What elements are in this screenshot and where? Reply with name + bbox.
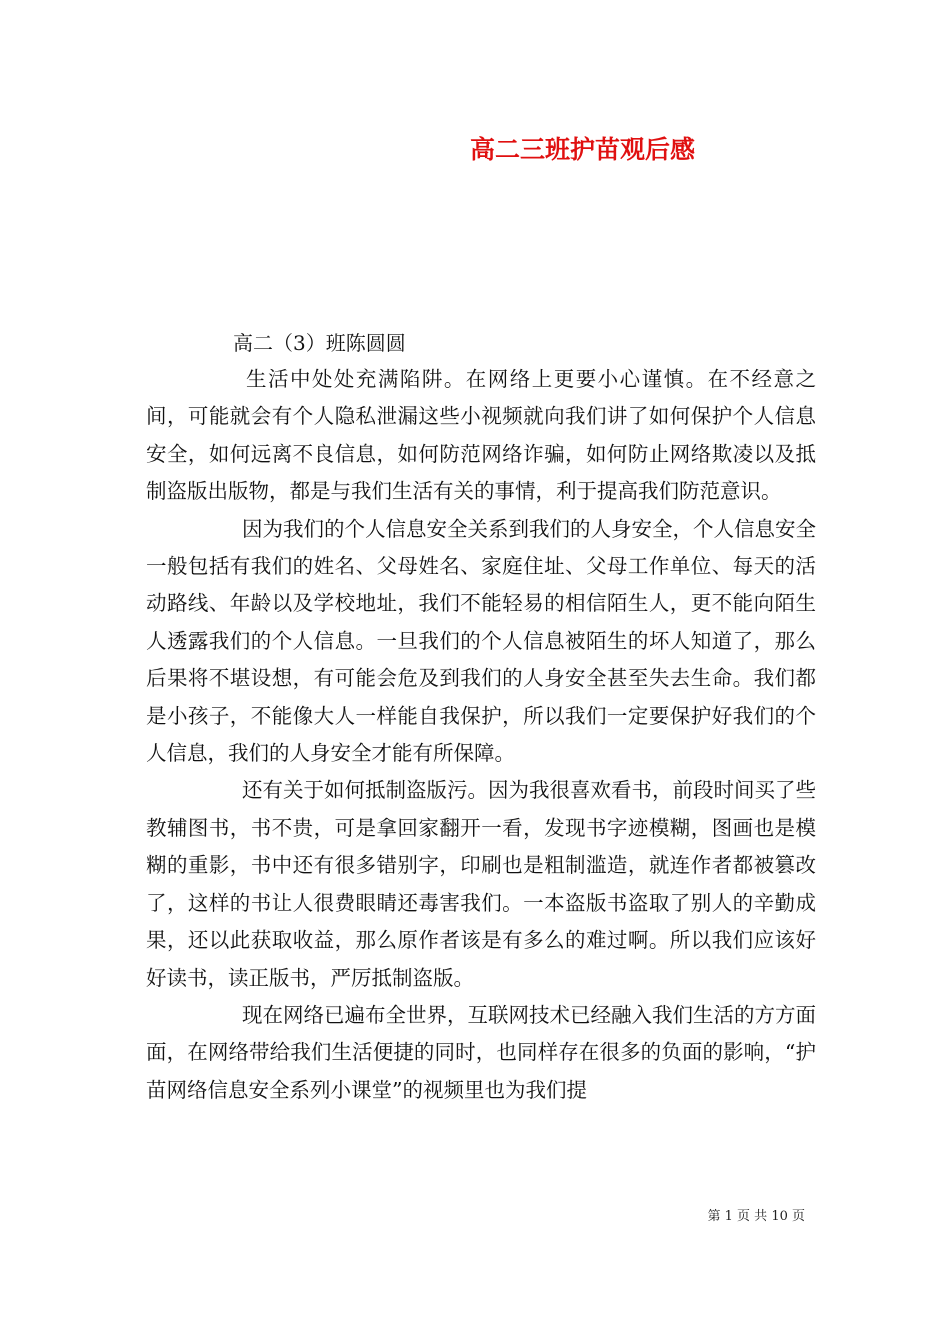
author-line: 高二（3）班陈圆圆 [233,331,406,355]
paragraph-4: 现在网络已遍布全世界，互联网技术已经融入我们生活的方方面面，在网络带给我们生活便捷的同时，也同样存在很多的负面的影响，“护苗网络信息安全系列小课堂”的视频里也为我们提 [146,1002,816,1102]
body-text [146,361,816,1109]
page-footer: 第 1 页 共 10 页 [707,1209,805,1224]
paragraph-3: 还有关于如何抵制盗版污。因为我很喜欢看书，前段时间买了些教辅图书，书不贵，可是拿回家翻开一看，发现书字迹模糊，图画也是模糊的重影，书中还有很多错别字，印刷也是粗制滥造，就连作者都被篡改了，这样的书让人很费眼睛还毒害我们。一本盗版书盗取了别人的辛勤成果，还以此获取收益，那么原作者该是有多么的难过啊。所以我们应该好好读书，读正版书，严厉抵制盗版。 [146,778,816,990]
paragraph-1: 生活中处处充满陷阱。在网络上更要小心谨慎。在不经意之间，可能就会有个人隐私泄漏这些小视频就向我们讲了如何保护个人信息安全，如何远离不良信息，如何防范网络诈骗，如何防止网络欺凌以及抵制盗版出版物，都是与我们生活有关的事情，利于提高我们防范意识。 [146,367,816,504]
page-title: 高二三班护苗观后感 [470,135,696,164]
paragraph-2: 因为我们的个人信息安全关系到我们的人身安全，个人信息安全一般包括有我们的姓名、父母姓名、家庭住址、父母工作单位、每天的活动路线、年龄以及学校地址，我们不能轻易的相信陌生人，更不能向陌生人透露我们的个人信息。一旦我们的个人信息被陌生的坏人知道了，那么后果将不堪设想，有可能会危及到我们的人身安全甚至失去生命。我们都是小孩子，不能像大人一样能自我保护，所以我们一定要保护好我们的个人信息，我们的人身安全才能有所保障。 [146,516,816,766]
